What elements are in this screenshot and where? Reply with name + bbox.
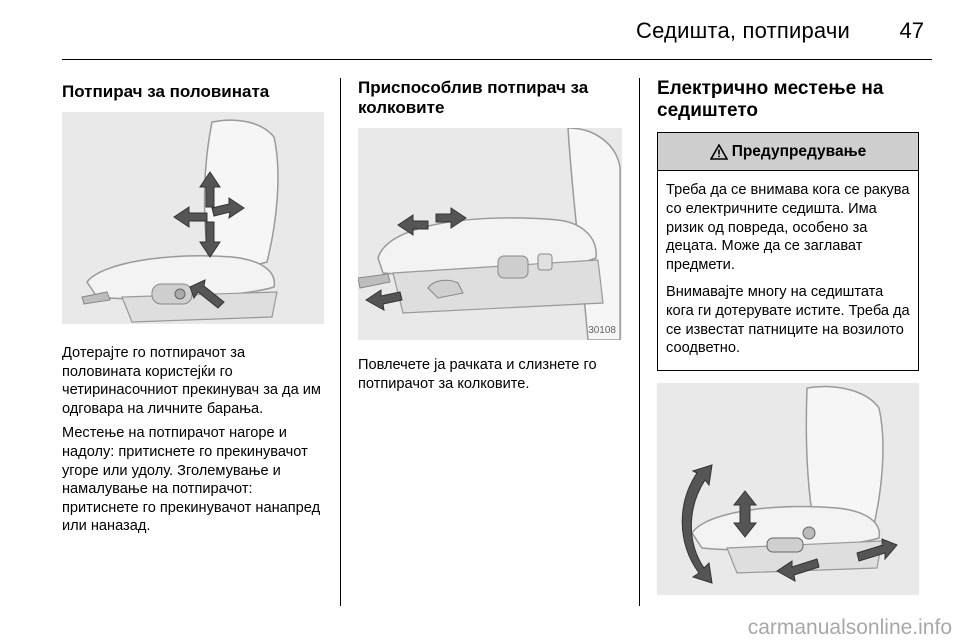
thigh-support-illustration	[358, 128, 622, 340]
column-lumbar-support	[62, 82, 324, 542]
warning-paragraph-2: Внимавајте многу на седиштата кога ги дотерувате истите. Треба да се известат патниците на возилото соодветно.	[666, 283, 910, 357]
figure-number: 30108	[588, 325, 616, 336]
page-number: 47	[899, 18, 924, 43]
page-title: Седишта, потпирачи	[636, 18, 850, 43]
section-heading-electric: Електрично местење на седиштето	[657, 78, 884, 121]
page-header	[62, 0, 932, 60]
lumbar-paragraph-1: Дотерајте го потпирачот за половината користејќи го четиринасочниот прекинувач за да им одговара на личните барања.	[62, 345, 321, 417]
watermark: carmanualsonline.info	[747, 616, 952, 639]
warning-header	[658, 133, 918, 171]
column-divider-1	[340, 78, 341, 606]
warning-paragraph-1: Треба да се внимава кога се ракува со електричните седишта. Има ризик од повреда, особено за децата. Може да се заглават предмети.	[666, 182, 910, 274]
column-electric-adjustment	[657, 78, 919, 595]
electric-seat-illustration	[657, 383, 919, 595]
lumbar-seat-illustration	[62, 112, 324, 324]
section-heading-thigh: Приспособлив потпирач за колковите	[358, 78, 589, 117]
warning-body	[658, 171, 918, 370]
warning-triangle-icon	[710, 144, 728, 160]
column-thigh-support	[358, 78, 622, 399]
warning-box	[657, 132, 919, 371]
thigh-paragraph: Повлечете ја рачката и слизнете го потпирачот за колковите.	[358, 357, 597, 392]
warning-title: Предупредување	[731, 142, 867, 160]
column-divider-2	[639, 78, 640, 606]
section-heading-lumbar: Потпирач за половината	[62, 82, 270, 101]
lumbar-paragraph-2: Местење на потпирачот нагоре и надолу: притиснете го прекинувачот угоре или удолу. Зголемување и намалување на потпирачот: притиснете го прекинувачот нанапред или наназад.	[62, 425, 321, 535]
